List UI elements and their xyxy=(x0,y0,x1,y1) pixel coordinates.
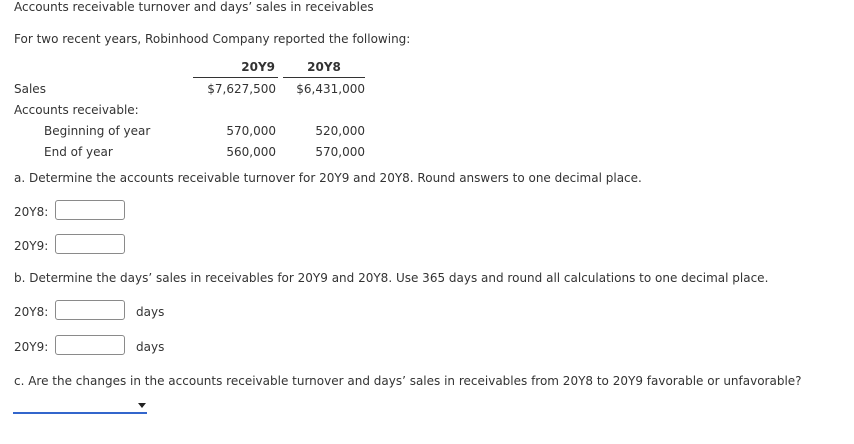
intro-text: For two recent years, Robinhood Company reported the following: xyxy=(14,32,411,46)
turnover-20y8-input[interactable] xyxy=(55,200,125,220)
question-c: c. Are the changes in the accounts receivable turnover and days’ sales in receivables from 20Y8 to 20Y9 favorable or unfavorable? xyxy=(14,374,802,388)
value-beginning-20y8: 520,000 xyxy=(315,124,365,138)
value-beginning-20y9: 570,000 xyxy=(226,124,276,138)
page-title: Accounts receivable turnover and days’ sales in receivables xyxy=(14,0,374,14)
value-end-20y8: 570,000 xyxy=(315,145,365,159)
value-end-20y9: 560,000 xyxy=(226,145,276,159)
row-label-sales: Sales xyxy=(14,82,46,96)
answer-label-b-20y9: 20Y9: xyxy=(14,340,49,354)
answer-label-b-20y8: 20Y8: xyxy=(14,305,49,319)
unit-days-20y8: days xyxy=(136,305,165,319)
turnover-20y9-input[interactable] xyxy=(55,234,125,254)
answer-label-a-20y8: 20Y8: xyxy=(14,205,49,219)
favorable-unfavorable-select[interactable] xyxy=(13,398,147,414)
column-header-underline xyxy=(193,77,278,78)
value-sales-20y8: $6,431,000 xyxy=(296,82,365,96)
column-header-20y8: 20Y8 xyxy=(307,60,341,74)
column-header-underline xyxy=(283,77,365,78)
question-b: b. Determine the days’ sales in receivables for 20Y9 and 20Y8. Use 365 days and round all calculations to one decimal place. xyxy=(14,271,769,285)
answer-label-a-20y9: 20Y9: xyxy=(14,239,49,253)
row-label-end-of-year: End of year xyxy=(44,145,113,159)
unit-days-20y9: days xyxy=(136,340,165,354)
value-sales-20y9: $7,627,500 xyxy=(207,82,276,96)
chevron-down-icon xyxy=(138,403,146,408)
row-label-accounts-receivable: Accounts receivable: xyxy=(14,103,139,117)
question-a: a. Determine the accounts receivable turnover for 20Y9 and 20Y8. Round answers to one decimal place. xyxy=(14,171,642,185)
days-sales-20y8-input[interactable] xyxy=(55,300,125,320)
days-sales-20y9-input[interactable] xyxy=(55,335,125,355)
column-header-20y9: 20Y9 xyxy=(241,60,275,74)
row-label-beginning-of-year: Beginning of year xyxy=(44,124,151,138)
